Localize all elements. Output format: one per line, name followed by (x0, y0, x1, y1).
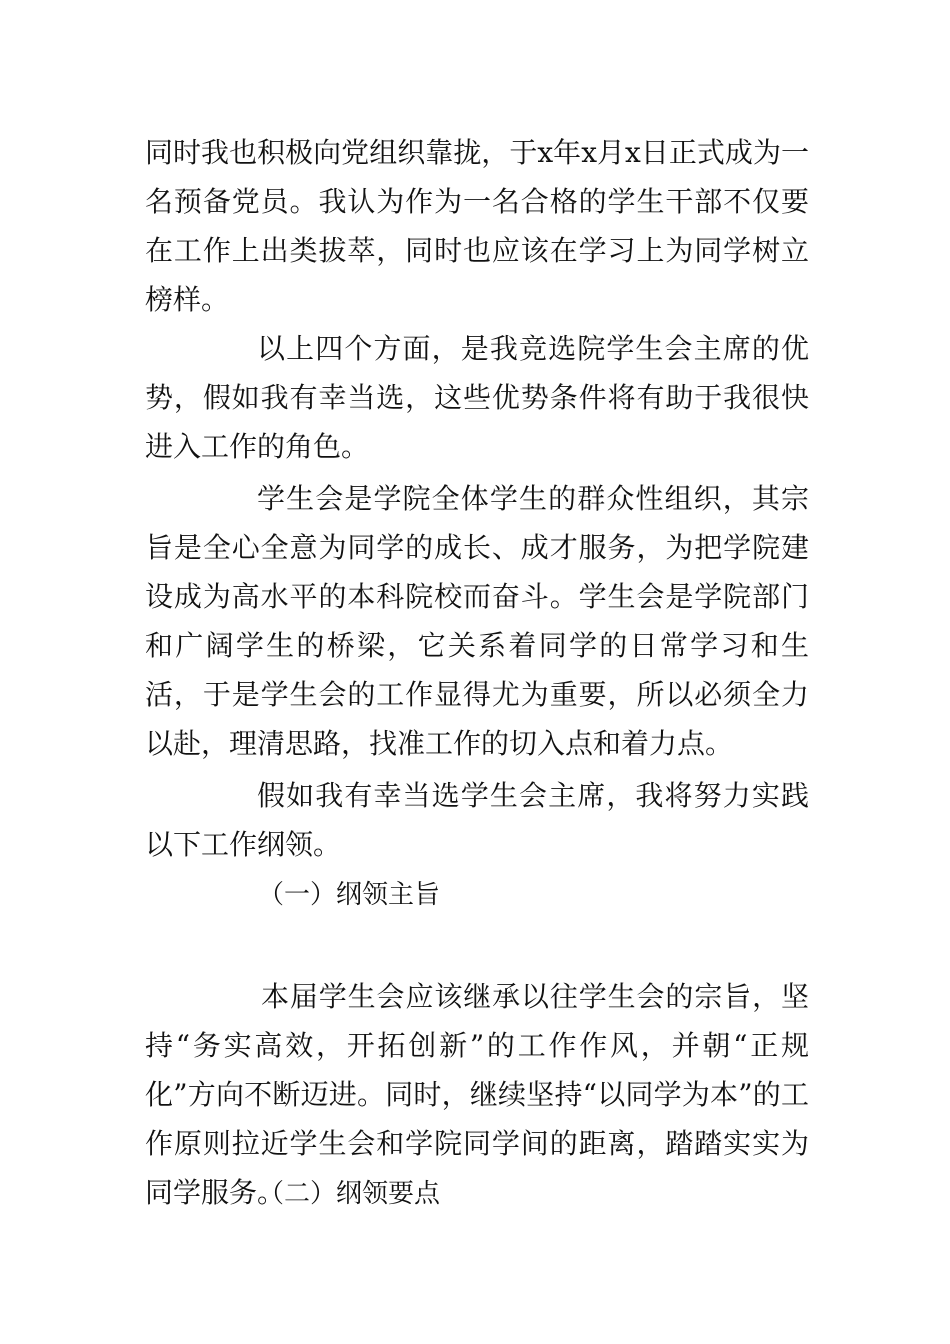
paragraph-work-program-intro: 假如我有幸当选学生会主席，我将努力实践以下工作纲领。 (145, 779, 809, 861)
paragraph-advantages-summary: 以上四个方面，是我竞选院学生会主席的优势，假如我有幸当选，这些优势条件将有助于我很快进入工作的角色。 (145, 332, 809, 463)
section-heading-program-purpose: （一）纲领主旨 (258, 880, 441, 910)
paragraph-party-membership: 同时我也积极向党组织靠拢，于x年x月x日正式成为一名预备党员。我认为作为一名合格的学生干部不仅要在工作上出类拔萃，同时也应该在学习上为同学树立榜样。 (145, 136, 809, 316)
paragraph-student-union-purpose: 学生会是学院全体学生的群众性组织，其宗旨是全心全意为同学的成长、成才服务，为把学院建设成为高水平的本科院校而奋斗。学生会是学院部门和广阔学生的桥梁，它关系着同学的日常学习和生活，于是学生会的工作显得尤为重要，所以必须全力以赴，理清思路，找准工作的切入点和着力点。 (145, 482, 809, 760)
paragraph-program-purpose-body: 本届学生会应该继承以往学生会的宗旨，坚持“务实高效，开拓创新”的工作作风，并朝“正规化”方向不断迈进。同时，继续坚持“以同学为本”的工作原则拉近学生会和学院同学间的距离，踏踏实实为同学服务。 (145, 980, 809, 1209)
section-heading-program-key-points: （二）纲领要点 (258, 1179, 441, 1209)
